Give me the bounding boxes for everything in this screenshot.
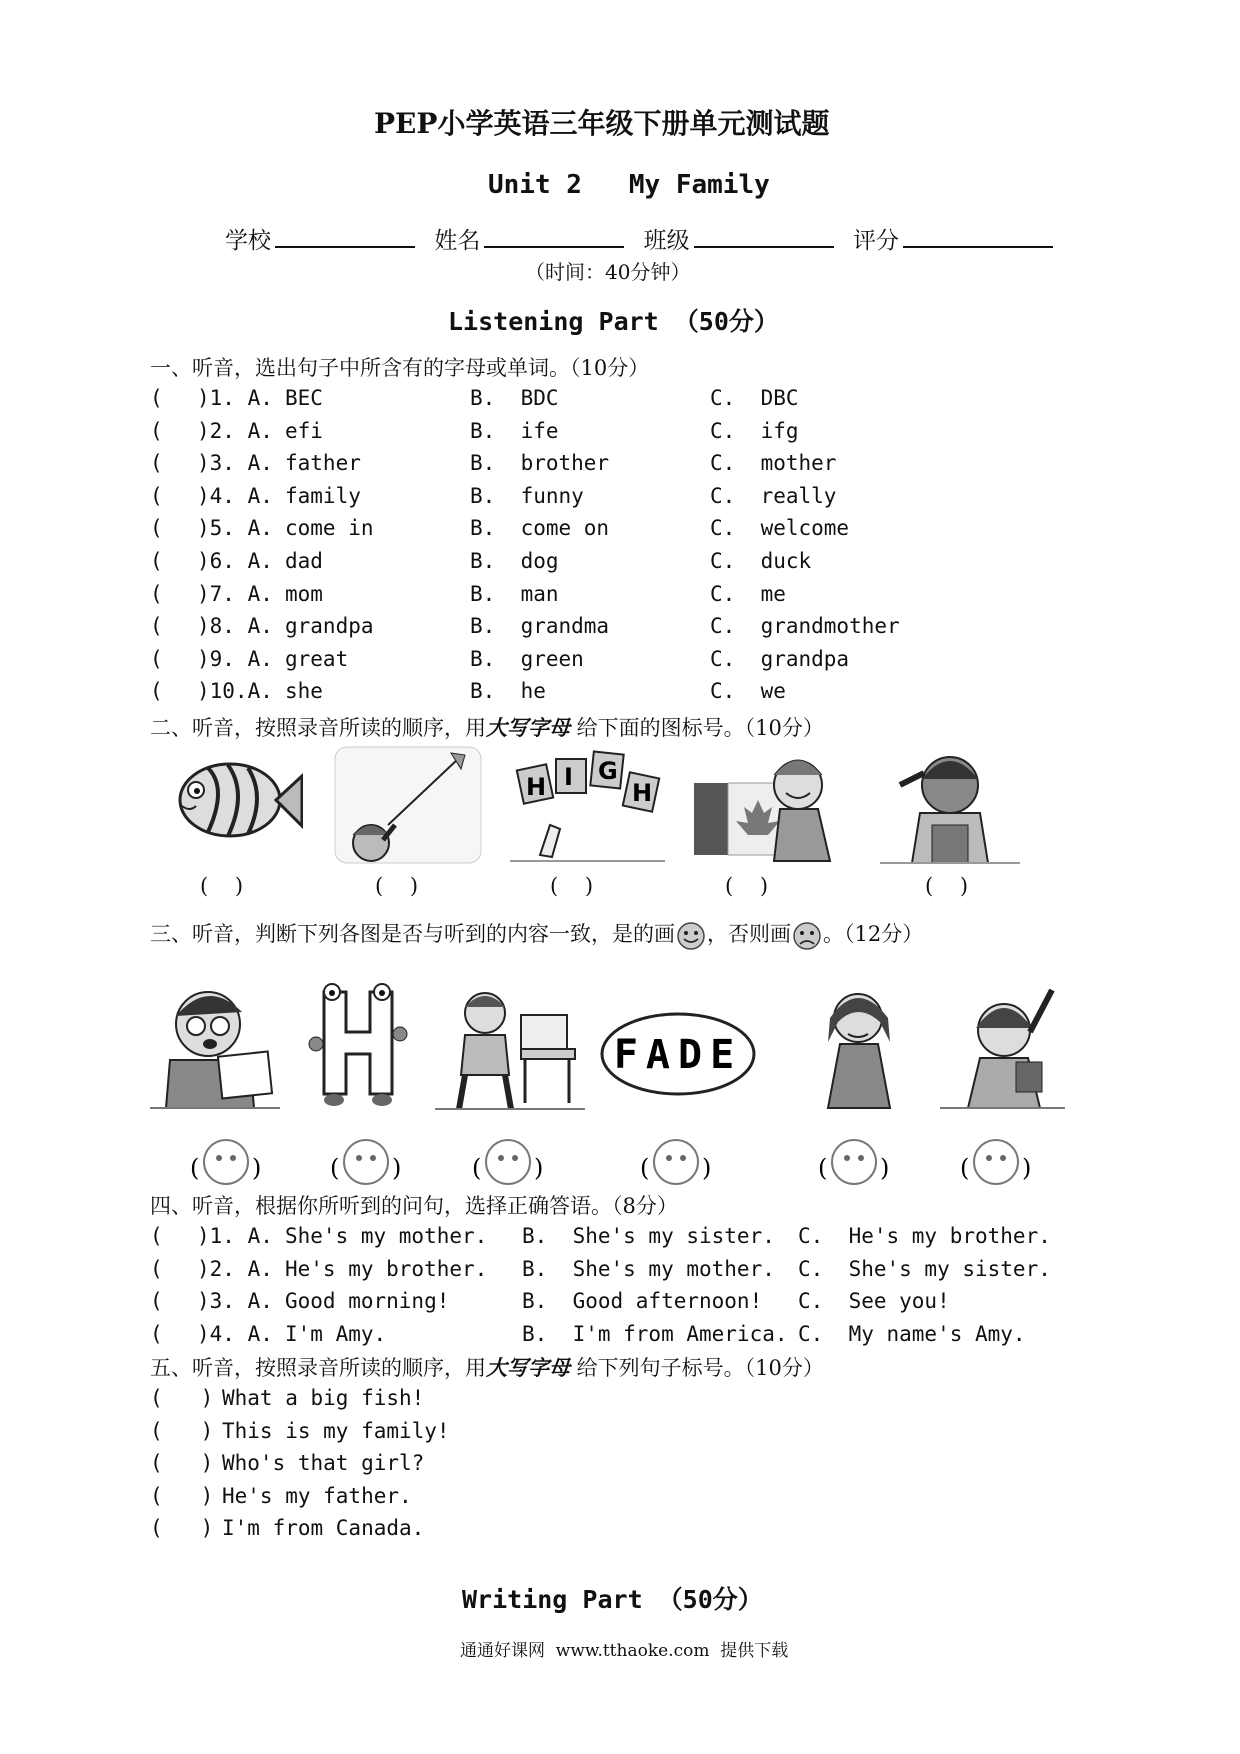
answer-face-blank[interactable] bbox=[190, 1136, 262, 1196]
option-a: great bbox=[285, 646, 349, 671]
svg-text:): ) bbox=[534, 1154, 544, 1182]
item-number: )3. A. bbox=[197, 1289, 273, 1314]
name-blank[interactable] bbox=[484, 226, 624, 248]
svg-text:(: ( bbox=[330, 1154, 340, 1182]
name-label: 姓名 bbox=[434, 228, 481, 254]
answer-paren-left bbox=[150, 484, 163, 508]
answer-paren-open[interactable]: ( bbox=[150, 646, 163, 671]
option-c: C. See you! bbox=[798, 1289, 950, 1314]
kite-boy-picture bbox=[333, 745, 483, 865]
svg-text:(: ( bbox=[960, 1154, 970, 1182]
option-c: C. me bbox=[710, 581, 786, 606]
answer-paren-left[interactable]: ( bbox=[150, 1321, 163, 1346]
answer-paren-open[interactable]: ( bbox=[150, 418, 163, 443]
option-b: B. Good afternoon! bbox=[522, 1289, 763, 1314]
answer-paren-open[interactable]: ( bbox=[150, 614, 163, 639]
option-c: C. He's my brother. bbox=[798, 1224, 1051, 1248]
option-a: BEC bbox=[285, 386, 323, 410]
item-number: )2. A. bbox=[197, 1256, 273, 1281]
letter-h2: H bbox=[632, 779, 653, 807]
answer-paren-left bbox=[150, 614, 163, 638]
section3-heading-pre: 三、听音，判断下列各图是否与听到的内容一致，是的画 bbox=[150, 922, 675, 946]
option-c: C. grandmother bbox=[710, 614, 900, 639]
svg-text:(: ( bbox=[472, 1154, 482, 1182]
option-a: come in bbox=[285, 516, 374, 541]
answer-face-blank[interactable] bbox=[960, 1136, 1032, 1196]
letter-i: I bbox=[564, 763, 573, 791]
option-c: C. mother bbox=[710, 451, 837, 476]
answer-paren-left bbox=[150, 516, 163, 540]
page-title: PEP小学英语三年级下册单元测试题 bbox=[374, 107, 830, 140]
item-number: )8. A. bbox=[197, 614, 273, 639]
answer-paren-left bbox=[150, 451, 163, 475]
svg-text:(: ( bbox=[818, 1154, 828, 1182]
section3-heading-post: 。（12分） bbox=[823, 922, 924, 946]
answer-paren-4[interactable]: ( ) bbox=[725, 874, 769, 898]
option-b: B. dog bbox=[470, 549, 559, 573]
girl-waving-picture bbox=[940, 982, 1065, 1112]
item-number: )7. A. bbox=[197, 581, 273, 606]
option-b: B. man bbox=[470, 581, 559, 606]
answer-face-blank[interactable] bbox=[640, 1136, 712, 1196]
answer-face-blank[interactable] bbox=[472, 1136, 544, 1196]
section2-heading bbox=[150, 712, 824, 742]
answer-paren-left bbox=[150, 419, 163, 443]
item-number: )1. A. bbox=[197, 386, 273, 410]
option-a: grandpa bbox=[285, 614, 374, 639]
score-label: 评分 bbox=[852, 228, 899, 254]
option-c: C. we bbox=[710, 679, 786, 704]
option-a: efi bbox=[285, 418, 323, 443]
option-c: C. really bbox=[710, 483, 837, 508]
listening-part-heading: Listening Part （50分） bbox=[448, 307, 779, 336]
section3-heading-mid: ，否则画 bbox=[707, 922, 791, 946]
time-limit: （时间：40分钟） bbox=[525, 260, 691, 284]
answer-paren-open[interactable]: ( bbox=[150, 483, 163, 508]
answer-paren-open[interactable]: ( bbox=[150, 516, 163, 541]
section2-heading-bold: 大写字母 bbox=[486, 715, 570, 740]
sentence-item: I'm from Canada. bbox=[222, 1516, 425, 1541]
option-a: She's my mother. bbox=[285, 1224, 488, 1248]
option-a: father bbox=[285, 451, 361, 476]
option-c: C. DBC bbox=[710, 386, 799, 410]
option-a: mom bbox=[285, 581, 323, 606]
svg-text:): ) bbox=[392, 1154, 402, 1182]
option-b: B. BDC bbox=[470, 386, 559, 410]
svg-text:(: ( bbox=[190, 1154, 200, 1182]
item-number: )2. A. bbox=[197, 418, 273, 443]
answer-paren[interactable]: ( ) bbox=[150, 1483, 214, 1508]
fish-picture bbox=[168, 748, 303, 848]
writing-part-heading: Writing Part （50分） bbox=[462, 1585, 763, 1614]
option-a: she bbox=[285, 679, 323, 704]
answer-paren[interactable]: ( ) bbox=[150, 1418, 214, 1443]
smiley-face-icon bbox=[675, 921, 707, 951]
section2-heading-post: 给下面的图标号。（10分） bbox=[570, 716, 824, 740]
option-a: I'm Amy. bbox=[285, 1321, 387, 1346]
item-number: )5. A. bbox=[197, 516, 273, 541]
item-number: )4. A. bbox=[197, 1321, 273, 1346]
fade-oval-picture bbox=[598, 1008, 758, 1100]
item-number: )9. A. bbox=[197, 646, 273, 671]
option-c: C. ifg bbox=[710, 418, 799, 443]
answer-paren-left bbox=[150, 582, 163, 606]
item-number: )1. A. bbox=[197, 1224, 273, 1248]
item-number: )4. A. bbox=[197, 483, 273, 508]
answer-paren[interactable]: ( ) bbox=[150, 1516, 214, 1541]
boy-reading-picture bbox=[150, 982, 280, 1110]
item-number: )6. A. bbox=[197, 549, 273, 573]
section4-heading: 四、听音，根据你所听到的问句，选择正确答语。（8分） bbox=[150, 1194, 678, 1218]
score-blank[interactable] bbox=[903, 226, 1053, 248]
option-c: C. She's my sister. bbox=[798, 1256, 1051, 1281]
answer-paren-1[interactable]: ( ) bbox=[200, 874, 244, 898]
svg-text:): ) bbox=[702, 1154, 712, 1182]
answer-face-blank[interactable] bbox=[818, 1136, 890, 1196]
option-c: C. welcome bbox=[710, 516, 850, 541]
school-label: 学校 bbox=[225, 228, 271, 254]
answer-paren-left bbox=[150, 386, 163, 410]
answer-paren-open[interactable]: ( bbox=[150, 386, 163, 410]
answer-paren-5[interactable]: ( ) bbox=[925, 874, 969, 898]
answer-paren-left bbox=[150, 647, 163, 671]
answer-face-blank[interactable] bbox=[330, 1136, 402, 1196]
item-number: )10.A. bbox=[197, 679, 273, 704]
answer-paren-open[interactable]: ( bbox=[150, 549, 163, 573]
option-b: B. ife bbox=[470, 418, 559, 443]
svg-text:): ) bbox=[880, 1154, 890, 1182]
option-a: family bbox=[285, 483, 361, 508]
answer-paren-3[interactable]: ( ) bbox=[550, 874, 594, 898]
answer-paren-open[interactable]: ( bbox=[150, 679, 163, 704]
sentence-item: He's my father. bbox=[222, 1483, 412, 1508]
option-c: C. My name's Amy. bbox=[798, 1321, 1026, 1346]
section3-heading bbox=[150, 918, 923, 951]
info-line bbox=[225, 222, 1065, 255]
svg-text:): ) bbox=[252, 1154, 262, 1182]
footer-text: 通通好课网 www.tthaoke.com 提供下载 bbox=[460, 1641, 789, 1661]
answer-paren-2[interactable]: ( ) bbox=[375, 874, 419, 898]
answer-paren-open[interactable]: ( bbox=[150, 451, 163, 476]
option-b: B. he bbox=[470, 679, 546, 704]
option-b: B. brother bbox=[470, 451, 610, 476]
option-a: He's my brother. bbox=[285, 1256, 488, 1281]
option-b: B. I'm from America. bbox=[522, 1321, 788, 1346]
option-b: B. funny bbox=[470, 483, 584, 508]
option-b: B. come on bbox=[470, 516, 610, 541]
option-c: C. duck bbox=[710, 549, 812, 573]
answer-paren-left bbox=[150, 679, 163, 703]
class-blank[interactable] bbox=[694, 226, 834, 248]
item-number: )3. A. bbox=[197, 451, 273, 476]
sentence-item: What a big fish! bbox=[222, 1386, 425, 1410]
sentence-item: Who's that girl? bbox=[222, 1451, 425, 1476]
letter-h-character-picture bbox=[302, 982, 412, 1110]
fade-word: FADE bbox=[613, 1032, 743, 1078]
high-letters-picture bbox=[510, 745, 665, 863]
class-label: 班级 bbox=[643, 228, 690, 254]
answer-paren-left[interactable]: ( bbox=[150, 1224, 163, 1248]
sentence-item: This is my family! bbox=[222, 1418, 450, 1443]
woman-picture bbox=[800, 982, 920, 1110]
answer-paren[interactable]: ( ) bbox=[150, 1386, 214, 1410]
section5-heading bbox=[150, 1352, 824, 1382]
sad-face-icon bbox=[791, 921, 823, 951]
option-a: Good morning! bbox=[285, 1289, 450, 1314]
option-b: B. grandma bbox=[470, 614, 610, 639]
section1-heading: 一、听音，选出句子中所含有的字母或单词。（10分） bbox=[150, 356, 650, 380]
option-b: B. She's my mother. bbox=[522, 1256, 775, 1281]
girl-saluting-picture bbox=[880, 745, 1020, 865]
letter-h1: H bbox=[526, 773, 547, 801]
boy-with-chair-picture bbox=[435, 985, 585, 1113]
option-b: B. green bbox=[470, 646, 584, 671]
section2-heading-pre: 二、听音，按照录音所读的顺序，用 bbox=[150, 716, 486, 740]
svg-text:): ) bbox=[1022, 1154, 1032, 1182]
school-blank[interactable] bbox=[275, 226, 415, 248]
answer-paren-left[interactable]: ( bbox=[150, 1289, 163, 1314]
unit-title: Unit 2 My Family bbox=[488, 170, 770, 200]
answer-paren-left[interactable]: ( bbox=[150, 1256, 163, 1281]
canada-flag-boy-picture bbox=[690, 745, 840, 863]
letter-g: G bbox=[598, 757, 618, 785]
option-a: dad bbox=[285, 549, 323, 573]
option-b: B. She's my sister. bbox=[522, 1224, 775, 1248]
section5-heading-bold: 大写字母 bbox=[486, 1355, 570, 1380]
answer-paren-open[interactable]: ( bbox=[150, 581, 163, 606]
answer-paren[interactable]: ( ) bbox=[150, 1451, 214, 1476]
section5-heading-pre: 五、听音，按照录音所读的顺序，用 bbox=[150, 1356, 486, 1380]
answer-paren-left bbox=[150, 549, 163, 573]
svg-text:(: ( bbox=[640, 1154, 650, 1182]
section5-heading-post: 给下列句子标号。（10分） bbox=[570, 1356, 824, 1380]
option-c: C. grandpa bbox=[710, 646, 850, 671]
